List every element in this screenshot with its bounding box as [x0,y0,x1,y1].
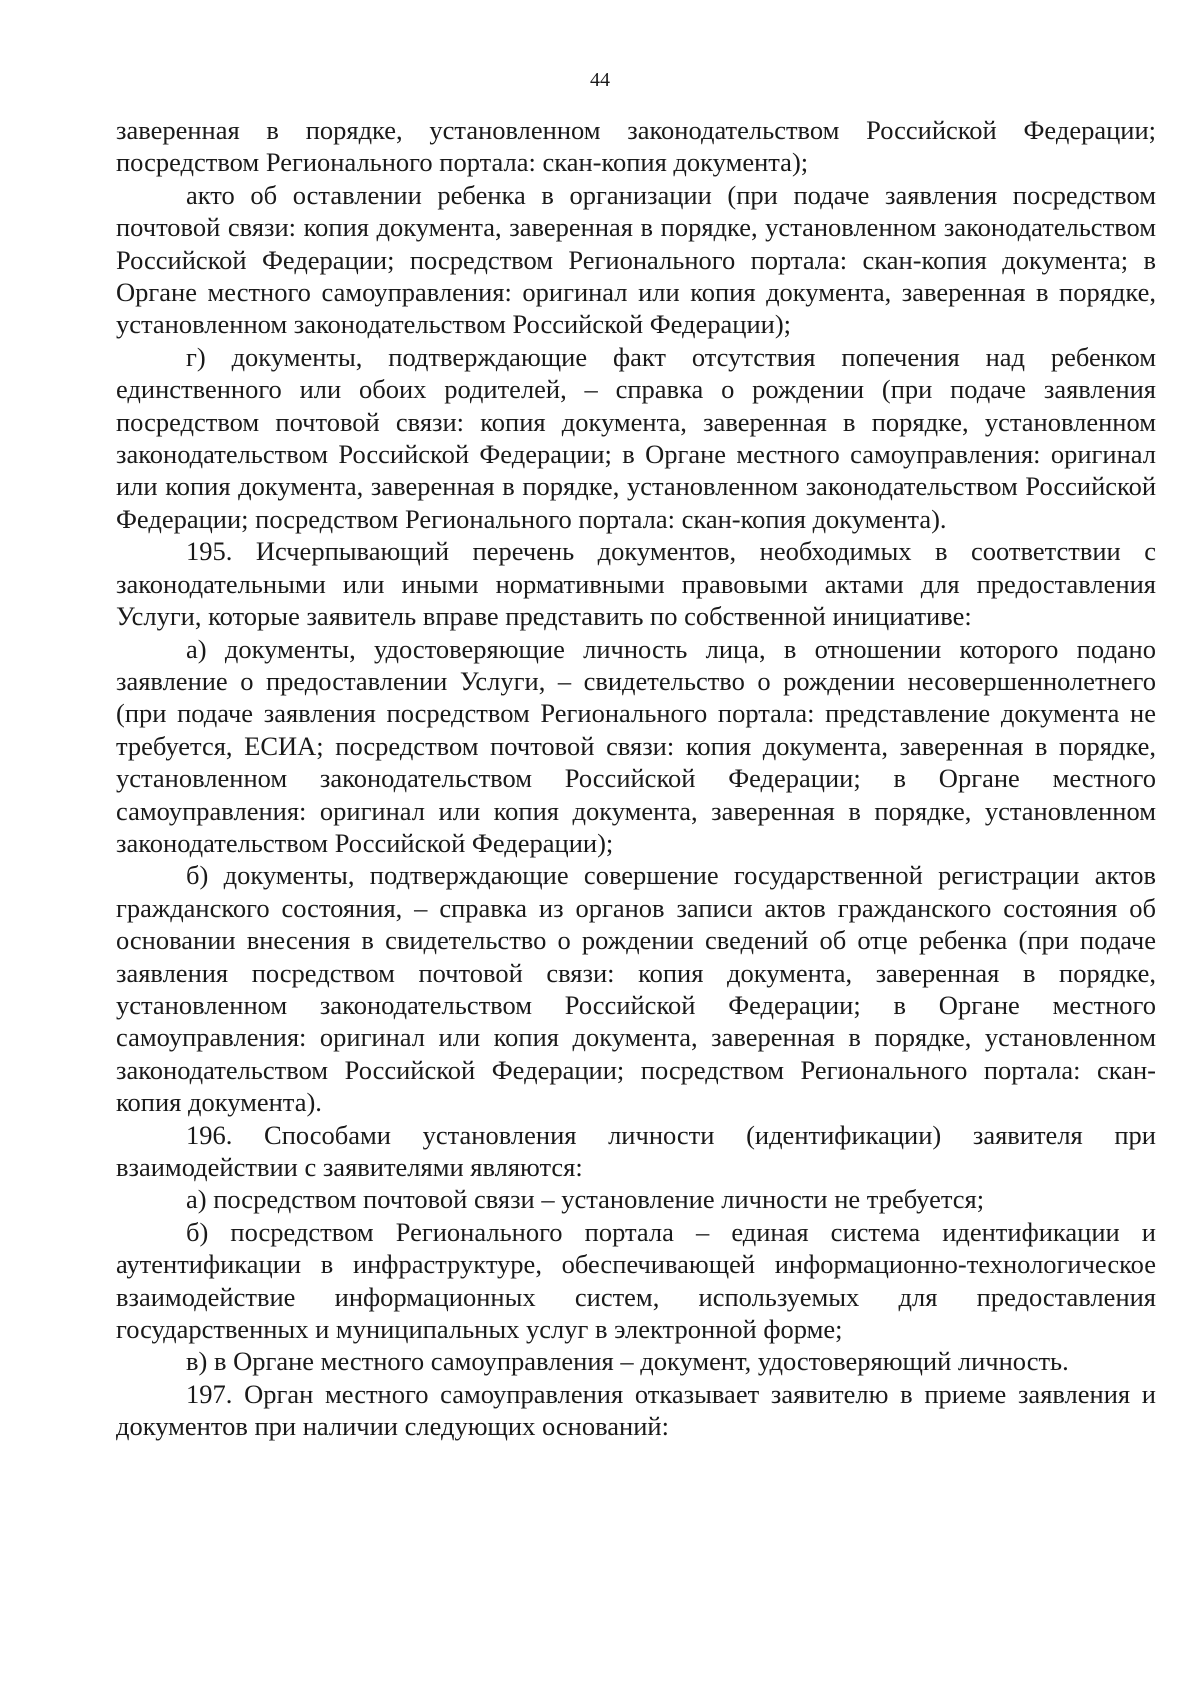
paragraph-continuation: заверенная в порядке, установленном законодательством Российской Федерации; посредством Регионального портала: скан-копия документа); [116,115,1156,178]
paragraph-196-item-b: б) посредством Регионального портала – единая система идентификации и аутентификации в инфраструктуре, обеспечивающей информационно-технологическое взаимодействие информационных систем, используемых для предоставления государственных и муниципальных услуг в электронной форме; [116,1216,1156,1345]
paragraph-195: 195. Исчерпывающий перечень документов, необходимых в соответствии с законодательными или иными нормативными правовыми актами для предоставления Услуги, которые заявитель вправе представить по собственной инициативе: [116,536,1156,632]
paragraph-abandonment-act: акто об оставлении ребенка в организации (при подаче заявления посредством почтовой связи: копия документа, заверенная в порядке, установленном законодательством Российской Федерации; посредством Регионального портала: скан-копия документа; в Органе местного самоуправления: оригинал или копия документа, заверенная в порядке, установленном законодательством Российской Федерации); [116,179,1156,340]
paragraph-197: 197. Орган местного самоуправления отказывает заявителю в приеме заявления и документов при наличии следующих оснований: [116,1378,1156,1442]
page-number: 44 [590,69,610,91]
document-body [116,114,1156,1443]
paragraph-195-item-b: б) документы, подтверждающие совершение государственной регистрации актов гражданского состояния, – справка из органов записи актов гражданского состояния об основании внесения в свидетельство о рождении сведений об отце ребенка (при подаче заявления посредством почтовой связи: копия документа, заверенная в порядке, установленном законодательством Российской Федерации; в Органе местного самоуправления: оригинал или копия документа, заверенная в порядке, установленном законодательством Российской Федерации; посредством Регионального портала: скан-копия документа). [116,860,1156,1118]
paragraph-195-item-a: а) документы, удостоверяющие личность лица, в отношении которого подано заявление о предоставлении Услуги, – свидетельство о рождении несовершеннолетнего (при подаче заявления посредством Регионального портала: представление документа не требуется, ЕСИА; посредством почтовой связи: копия документа, заверенная в порядке, установленном законодательством Российской Федерации; в Органе местного самоуправления: оригинал или копия документа, заверенная в порядке, установленном законодательством Российской Федерации); [116,633,1156,858]
paragraph-196-item-v: в) в Органе местного самоуправления – документ, удостоверяющий личность. [186,1346,1069,1377]
paragraph-item-g: г) документы, подтверждающие факт отсутствия попечения над ребенком единственного или обоих родителей, – справка о рождении (при подаче заявления посредством почтовой связи: копия документа, заверенная в порядке, установленном законодательством Российской Федерации; в Органе местного самоуправления: оригинал или копия документа, заверенная в порядке, установленном законодательством Российской Федерации; посредством Регионального портала: скан-копия документа). [116,341,1156,534]
paragraph-196: 196. Способами установления личности (идентификации) заявителя при взаимодействии с заявителями являются: [116,1119,1156,1182]
paragraph-196-item-a: а) посредством почтовой связи – установление личности не требуется; [186,1184,985,1215]
